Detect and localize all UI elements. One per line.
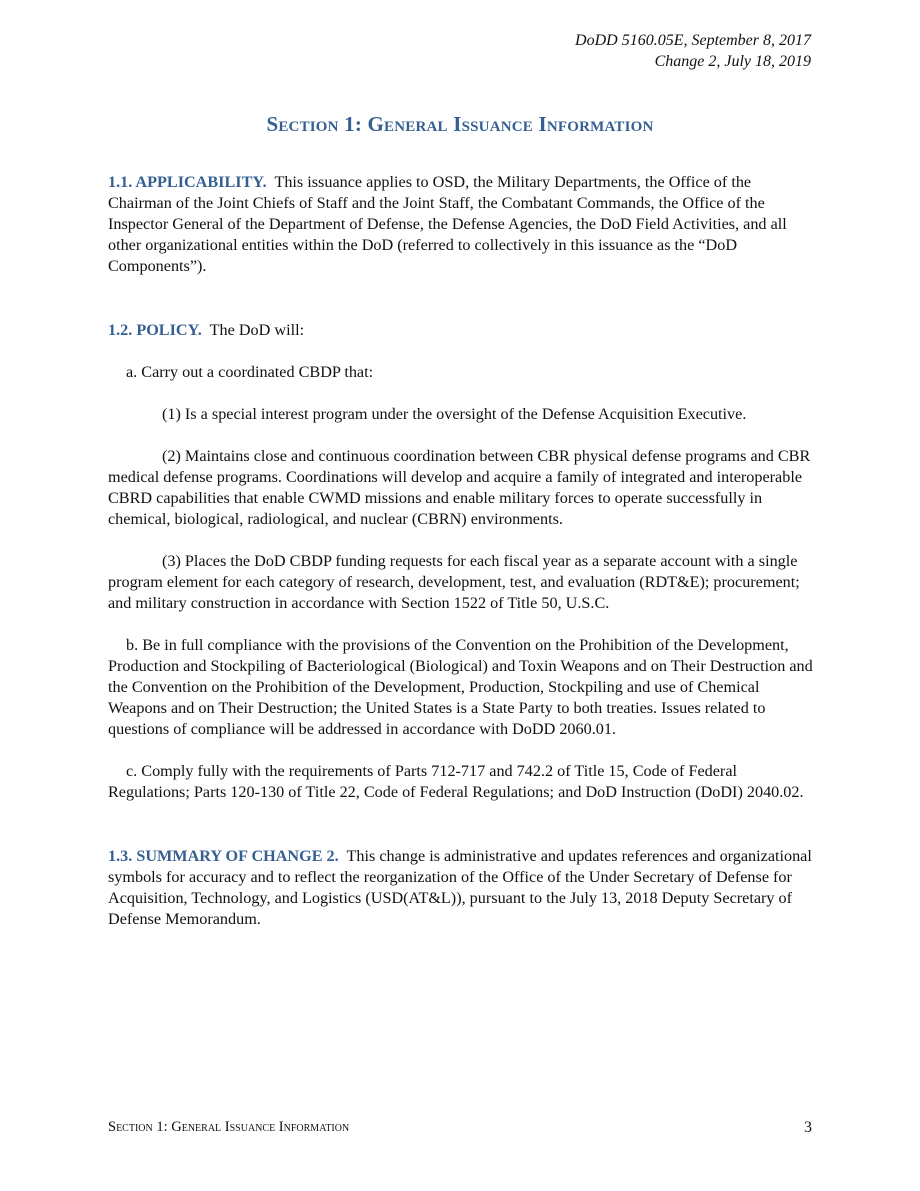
policy-item-b: b. Be in full compliance with the provisions of the Convention on the Prohibition of the Development, Production and Stockpiling of Bacteriological (Biological) and Toxin Weapons and on Their Destruction and the Convention on the Prohibition of the Development, Production, Stockpiling and use of Chemical Weapons and on Their Destruction; the United States is a State Party to both treaties. Issues related to questions of compliance will be addressed in accordance with DoDD 2060.01. [108,636,813,738]
heading-policy: 1.2. POLICY. [108,321,202,339]
text-policy: The DoD will: [209,321,305,339]
policy-item-a1: (1) Is a special interest program under the oversight of the Defense Acquisition Executive. [162,405,747,423]
footer-section-title: Section 1: General Issuance Information [108,1119,350,1135]
section-title: Section 1: General Issuance Information [266,112,654,136]
header-change: Change 2, July 18, 2019 [654,53,811,70]
text-summary-of-change: This change is administrative and updates references and organizational symbols for accuracy and to reflect the reorganization of the Office of the Under Secretary of Defense for Acquisition, Technology, and Logistics (USD(AT&L)), pursuant to the July 13, 2018 Deputy Secretary of Defense Memorandum. [108,847,812,928]
policy-item-a3: (3) Places the DoD CBDP funding requests for each fiscal year as a separate account with a single program element for each category of research, development, test, and evaluation (RDT&E); procurement; and military construction in accordance with Section 1522 of Title 50, U.S.C. [108,552,800,612]
text-applicability: This issuance applies to OSD, the Military Departments, the Office of the Chairman of the Joint Chiefs of Staff and the Joint Staff, the Combatant Commands, the Office of the Inspector General of the Department of Defense, the Defense Agencies, the DoD Field Activities, and all other organizational entities within the DoD (referred to collectively in this issuance as the “DoD Components”). [108,173,787,275]
heading-summary-of-change: 1.3. SUMMARY OF CHANGE 2. [108,847,339,865]
policy-item-c: c. Comply fully with the requirements of Parts 712-717 and 742.2 of Title 15, Code of Federal Regulations; Parts 120-130 of Title 22, Code of Federal Regulations; and DoD Instruction (DoDI) 2040.02. [108,762,804,801]
page-number: 3 [804,1119,812,1136]
paragraph-applicability [108,172,813,277]
heading-applicability: 1.1. APPLICABILITY. [108,173,267,191]
document-body [108,172,813,930]
page-footer [108,1119,812,1137]
header-doc-id: DoDD 5160.05E, September 8, 2017 [575,32,811,49]
paragraph-policy [108,320,813,341]
page-header [575,30,811,72]
policy-item-a2: (2) Maintains close and continuous coordination between CBR physical defense programs and CBR medical defense programs. Coordinations will develop and acquire a family of integrated and interoperable CBRD capabilities that enable CWMD missions and enable military forces to operate successfully in chemical, biological, radiological, and nuclear (CBRN) environments. [108,447,811,528]
policy-item-a: a. Carry out a coordinated CBDP that: [126,363,374,381]
paragraph-summary-of-change [108,846,813,930]
